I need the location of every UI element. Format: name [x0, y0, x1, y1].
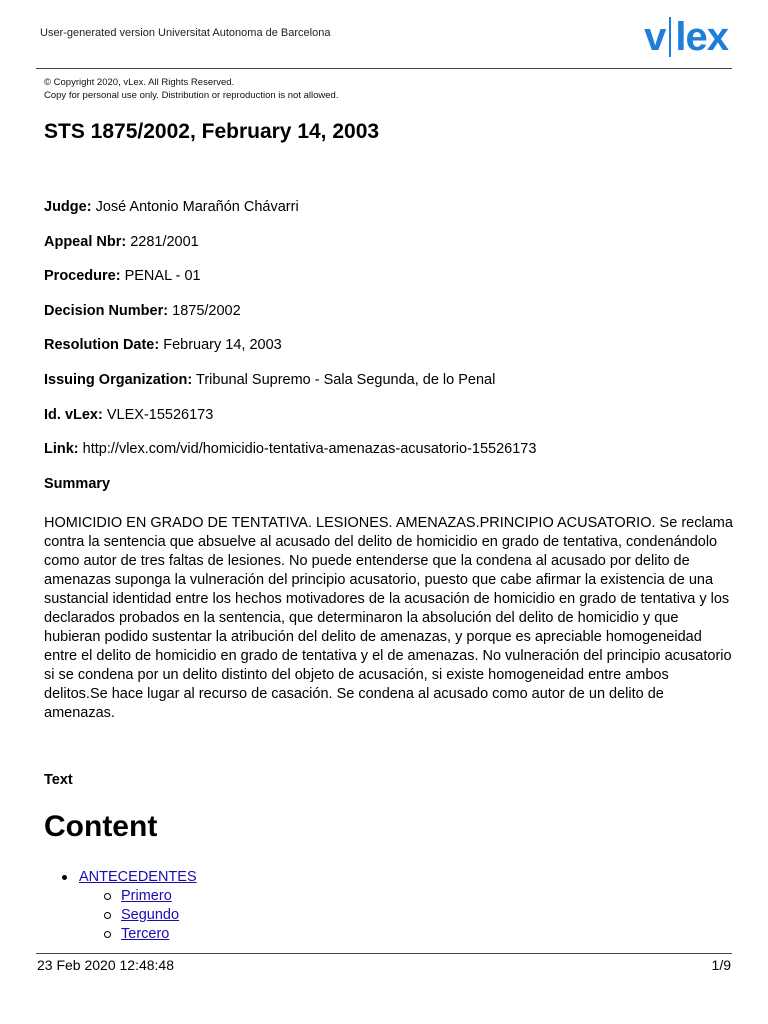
summary-heading: Summary — [44, 476, 111, 492]
summary-text: HOMICIDIO EN GRADO DE TENTATIVA. LESIONES. AMENAZAS.PRINCIPIO ACUSATORIO. Se reclama contra la sentencia que absuelve al acusado del delito de homicidio en grado de tentativa, condenándolo como autor de tres faltas de lesiones. No puede entenderse que la condena al acusado por delito de amenazas suponga la vulneración del principio acusatorio, puesto que cabe afirmar la existencia de una sustancial identidad entre los hechos motivadores de la acusación de homicidio en grado de tentativa y los declarados probados en la sentencia, que determinaron la absolución del delito de homicidio y que hubieran podido sustentar la atribución del delito de amenazas, y porque es apreciable homogeneidad entre el delito de homicidio en grado de tentativa y el de amenazas. No vulneración del principio acusatorio si se condena por un delito distinto del objeto de acusación, si existe homogeneidad entre ambos delitos.Se hace lugar al recurso de casación. Se condena al acusado como autor de un delito de amenazas. — [44, 515, 733, 721]
field-id-vlex — [44, 407, 734, 442]
field-label: Decision Number: — [44, 302, 169, 319]
field-value: 1875/2002 — [172, 302, 241, 319]
vlex-logo[interactable] — [644, 14, 728, 60]
copyright-line-1: © Copyright 2020, vLex. All Rights Reserved. — [44, 77, 235, 88]
field-value: 2281/2001 — [130, 233, 199, 250]
table-of-contents — [62, 868, 197, 944]
circle-bullet-icon — [104, 912, 111, 919]
field-value: February 14, 2003 — [163, 337, 282, 354]
field-label: Id. vLex: — [44, 406, 103, 423]
logo-right-text: lex — [675, 15, 728, 59]
metadata-fields — [44, 199, 734, 476]
toc-link-primero[interactable]: Primero — [121, 888, 172, 904]
toc-link-antecedentes[interactable]: ANTECEDENTES — [79, 869, 197, 885]
user-version-note: User-generated version Universitat Autonoma de Barcelona — [40, 27, 331, 39]
toc-link-segundo[interactable]: Segundo — [121, 907, 180, 923]
document-title: STS 1875/2002, February 14, 2003 — [44, 120, 380, 143]
logo-left-text: v — [644, 15, 666, 59]
field-judge — [44, 199, 734, 234]
field-value: PENAL - 01 — [124, 268, 201, 285]
circle-bullet-icon — [104, 893, 111, 900]
bullet-icon — [62, 875, 67, 880]
toc-item — [62, 868, 197, 944]
field-label: Link: — [44, 441, 79, 458]
circle-bullet-icon — [104, 931, 111, 938]
copyright-line-2: Copy for personal use only. Distribution or reproduction is not allowed. — [44, 90, 339, 101]
field-link — [44, 441, 734, 476]
toc-subitem — [104, 925, 197, 944]
field-label: Judge: — [44, 199, 92, 215]
field-appeal-nbr — [44, 234, 734, 269]
toc-subitem — [104, 887, 197, 906]
field-label: Appeal Nbr: — [44, 233, 127, 250]
toc-subitem — [104, 906, 197, 925]
content-heading: Content — [44, 810, 158, 843]
field-label: Procedure: — [44, 268, 121, 285]
field-procedure — [44, 268, 734, 303]
copyright-notice — [44, 76, 338, 102]
field-value: Tribunal Supremo - Sala Segunda, de lo Penal — [196, 371, 496, 388]
footer-divider — [36, 953, 732, 954]
field-label: Resolution Date: — [44, 337, 160, 354]
toc-sublist — [62, 887, 197, 944]
field-issuing-organization — [44, 372, 734, 407]
field-decision-number — [44, 303, 734, 338]
field-resolution-date — [44, 337, 734, 372]
footer-datetime: 23 Feb 2020 12:48:48 — [37, 957, 175, 973]
field-value: VLEX-15526173 — [106, 406, 214, 423]
document-link[interactable]: http://vlex.com/vid/homicidio-tentativa-amenazas-acusatorio-15526173 — [82, 441, 537, 458]
page-number: 1/9 — [711, 957, 731, 973]
field-label: Issuing Organization: — [44, 371, 193, 388]
header-divider — [36, 68, 732, 69]
text-heading: Text — [44, 772, 73, 788]
logo-divider — [669, 17, 671, 57]
field-value: José Antonio Marañón Chávarri — [95, 199, 299, 215]
toc-link-tercero[interactable]: Tercero — [121, 926, 170, 942]
